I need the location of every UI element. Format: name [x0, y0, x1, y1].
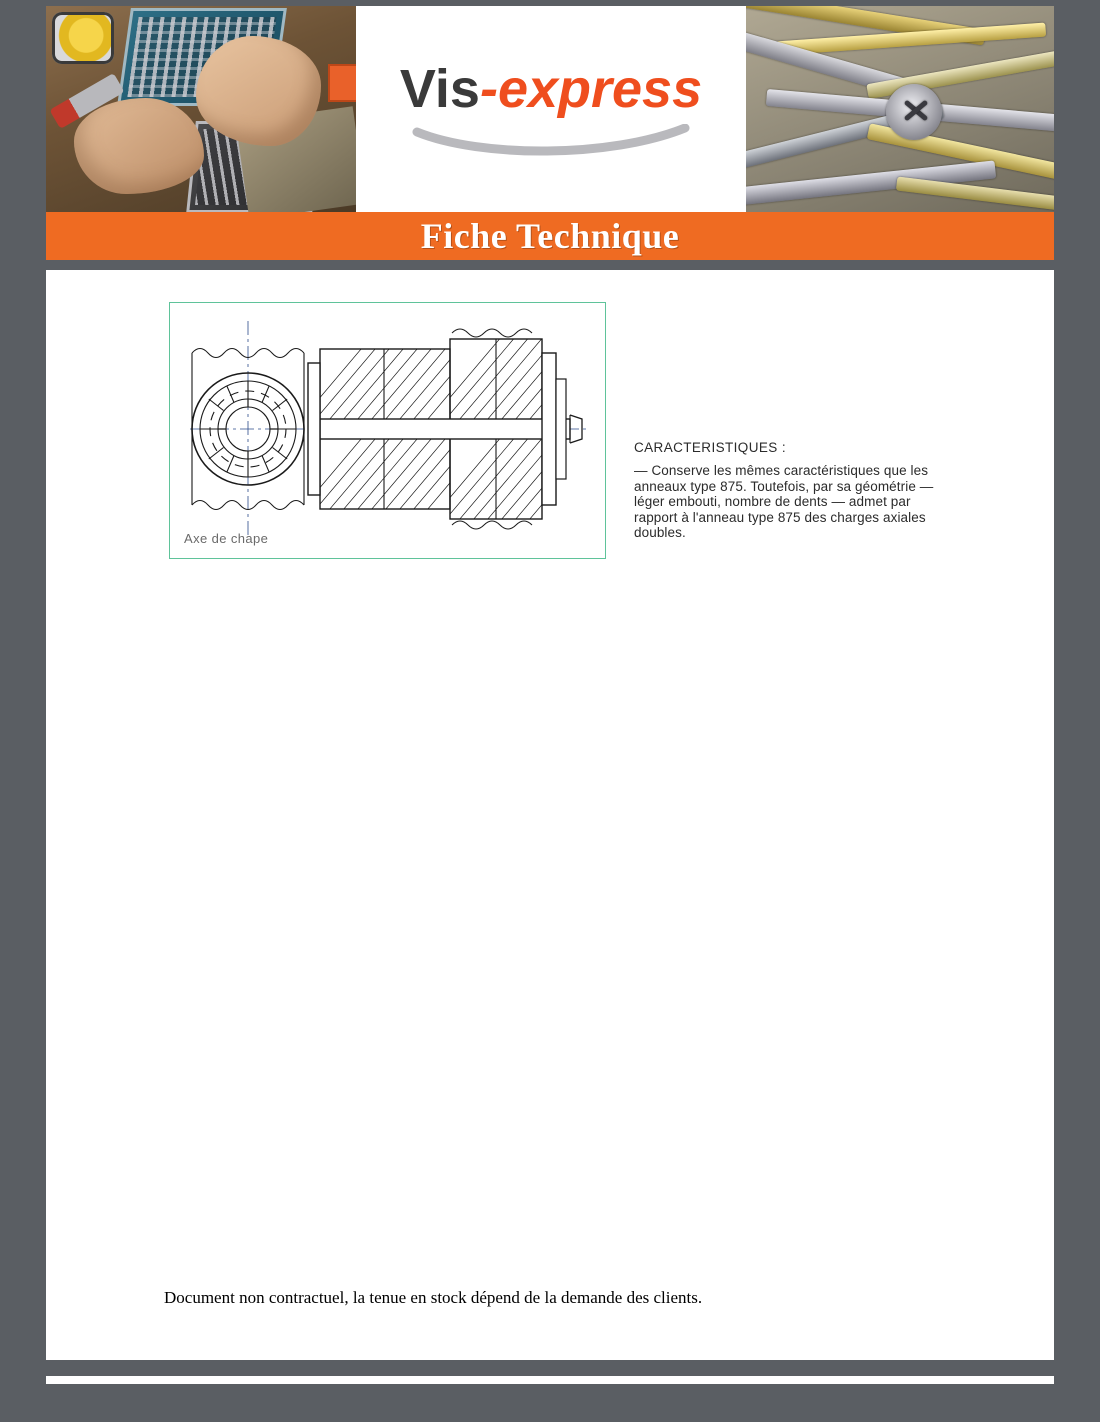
footer-disclaimer: Document non contractuel, la tenue en stock dépend de la demande des clients. — [164, 1288, 703, 1307]
logo-primary: Vis — [399, 59, 480, 119]
pile-of-screws-photo — [746, 6, 1054, 212]
hand-shape-left — [74, 98, 204, 194]
page-bottom-inner-gap — [46, 1376, 1054, 1384]
characteristics-block — [634, 440, 944, 541]
workbench-screws-photo — [46, 6, 356, 212]
technical-drawing-svg — [170, 303, 605, 558]
logo-secondary: -express — [479, 59, 703, 119]
banner-title: Fiche Technique — [420, 216, 680, 256]
hand-shape-right — [196, 36, 321, 146]
fiche-technique-banner — [46, 212, 1054, 260]
page-header — [46, 6, 1054, 212]
characteristics-text: — Conserve les mêmes caractéristiques que les anneaux type 875. Toutefois, par sa géométrie — léger embouti, nombre de dents — admet par rapport à l'anneau type 875 des charges axiales doubles. — [634, 463, 934, 540]
logo-text — [400, 58, 702, 120]
orange-box-shape — [328, 64, 356, 102]
tape-measure-icon — [52, 12, 114, 64]
page-content — [46, 270, 1054, 1360]
technical-drawing-figure — [169, 302, 606, 559]
banner-underline — [46, 260, 1054, 270]
logo-swoosh-icon — [411, 124, 691, 158]
figure-caption: Axe de chape — [184, 531, 269, 546]
page-bottom-bar — [0, 1360, 1100, 1422]
brand-logo — [356, 6, 746, 212]
characteristics-title: CARACTERISTIQUES : — [634, 440, 786, 455]
